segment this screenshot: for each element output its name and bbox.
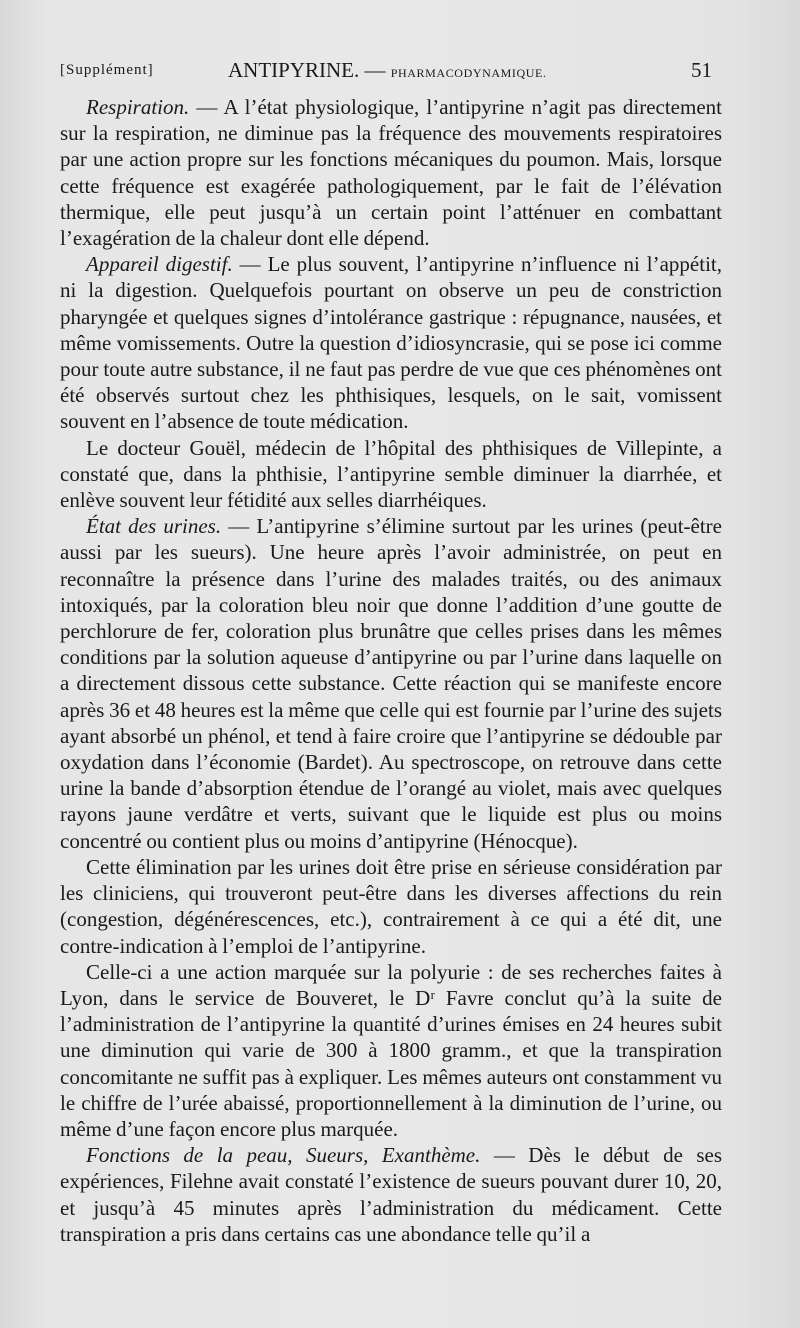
paragraph-respiration <box>60 94 722 251</box>
paragraph-text: Cette élimination par les urines doit être prise en sérieuse considération par les cliniciens, qui trouveront peut-être dans les diverses affections du rein (congestion, dégénérescences, etc.), contrairement à ce qui a été dit, une contre-indication à l’emploi de l’antipyrine. <box>60 854 722 958</box>
page-number: 51 <box>691 58 712 82</box>
running-header <box>60 58 720 88</box>
running-title <box>228 58 547 83</box>
body-text <box>60 94 722 1247</box>
paragraph-lead: Respiration. <box>86 95 190 119</box>
paragraph-text: Celle-ci a une action marquée sur la polyurie : de ses recherches faites à Lyon, dans le service de Bouveret, le Dʳ Favre conclut qu’à la suite de l’administration de l’antipyrine la quantité d’urines émises en 24 heures subit une diminution qui varie de 300 à 1800 gramm., et que la transpiration concomitante ne suffit pas à expliquer. Les mêmes auteurs ont constamment vu le chiffre de l’urée abaissé, proportionnellement à la diminution de l’urine, ou même d’une façon encore plus marquée. <box>60 959 722 1141</box>
paragraph-polyurie <box>60 959 722 1142</box>
paragraph-text: — A l’état physiologique, l’antipyrine n’agit pas directement sur la respiration, ne diminue pas la fréquence des mouvements respiratoires par une action propre sur les fonctions mécaniques du poumon. Mais, lorsque cette fréquence est exagérée pathologiquement, par le fait de l’élévation thermique, elle peut jusqu’à un certain point l’atténuer en combattant l’exagération de la chaleur dont elle dépend. <box>60 95 722 251</box>
paragraph-lead: Appareil digestif. <box>86 252 233 277</box>
paragraph-lead: Fonctions de la peau, Sueurs, Exanthème. <box>86 1143 481 1168</box>
paragraph-elimination <box>60 854 722 959</box>
paragraph-text: — Dès le début de ses expériences, Filehne avait constaté l’existence de sueurs pouvant durer 10, 20, et jusqu’à 45 minutes après l’administration du médicament. Cette transpiration a pris dans certains cas une abondance telle qu’il a <box>60 1143 722 1246</box>
paragraph-text: — Le plus souvent, l’antipyrine n’influence ni l’appétit, ni la digestion. Quelquefois pourtant on observe un peu de constriction pharyngée et quelques signes d’intolérance gastrique : répugnance, nausées, et même vomissements. Outre la question d’idiosyncrasie, qui se pose ici comme pour toute autre substance, il ne faut pas perdre de vue que ces phénomènes ont été observés surtout chez les phthisiques, lesquels, on le sait, vomissent souvent en l’absence de toute médication. <box>60 252 722 434</box>
paragraph-appareil-digestif <box>60 251 722 434</box>
paragraph-gouel <box>60 435 722 514</box>
paragraph-text: Le docteur Gouël, médecin de l’hôpital des phthisiques de Villepinte, a constaté que, dans la phthisie, l’antipyrine semble diminuer la diarrhée, et enlève souvent leur fétidité aux selles diarrhéiques. <box>60 435 722 513</box>
paragraph-lead: État des urines. <box>86 514 222 539</box>
paragraph-text: — L’antipyrine s’élimine surtout par les urines (peut-être aussi par les sueurs). Une heure après l’avoir administrée, on peut en reconnaître la présence dans l’urine des malades traités, ou des animaux intoxiqués, par la coloration bleu noir que donne l’addition d’une goutte de perchlorure de fer, coloration plus brunâtre que celles prises dans les mêmes conditions par la solution aqueuse d’antipyrine ou par l’urine dans laquelle on a directement dissous cette substance. Cette réaction qui se manifeste encore après 36 et 48 heures est la même que celle qui est fournie par l’urine des sujets ayant absorbé un phénol, et tend à faire croire que l’antipyrine se dédouble par oxydation dans l’économie (Bardet). Au spectroscope, on retrouve dans cette urine la bande d’absorption étendue de l’orangé au violet, mais avec quelques rayons jaune verdâtre et verts, suivant que le liquide est plus ou moins concentré ou contient plus ou moins d’antipyrine (Hénocque). <box>60 514 722 853</box>
paragraph-fonctions-peau <box>60 1142 722 1247</box>
paragraph-etat-des-urines <box>60 513 722 854</box>
title-main: ANTIPYRINE. — <box>228 58 391 82</box>
title-sub: PHARMACODYNAMIQUE. <box>390 66 547 80</box>
supplement-label: [Supplément] <box>60 62 154 78</box>
